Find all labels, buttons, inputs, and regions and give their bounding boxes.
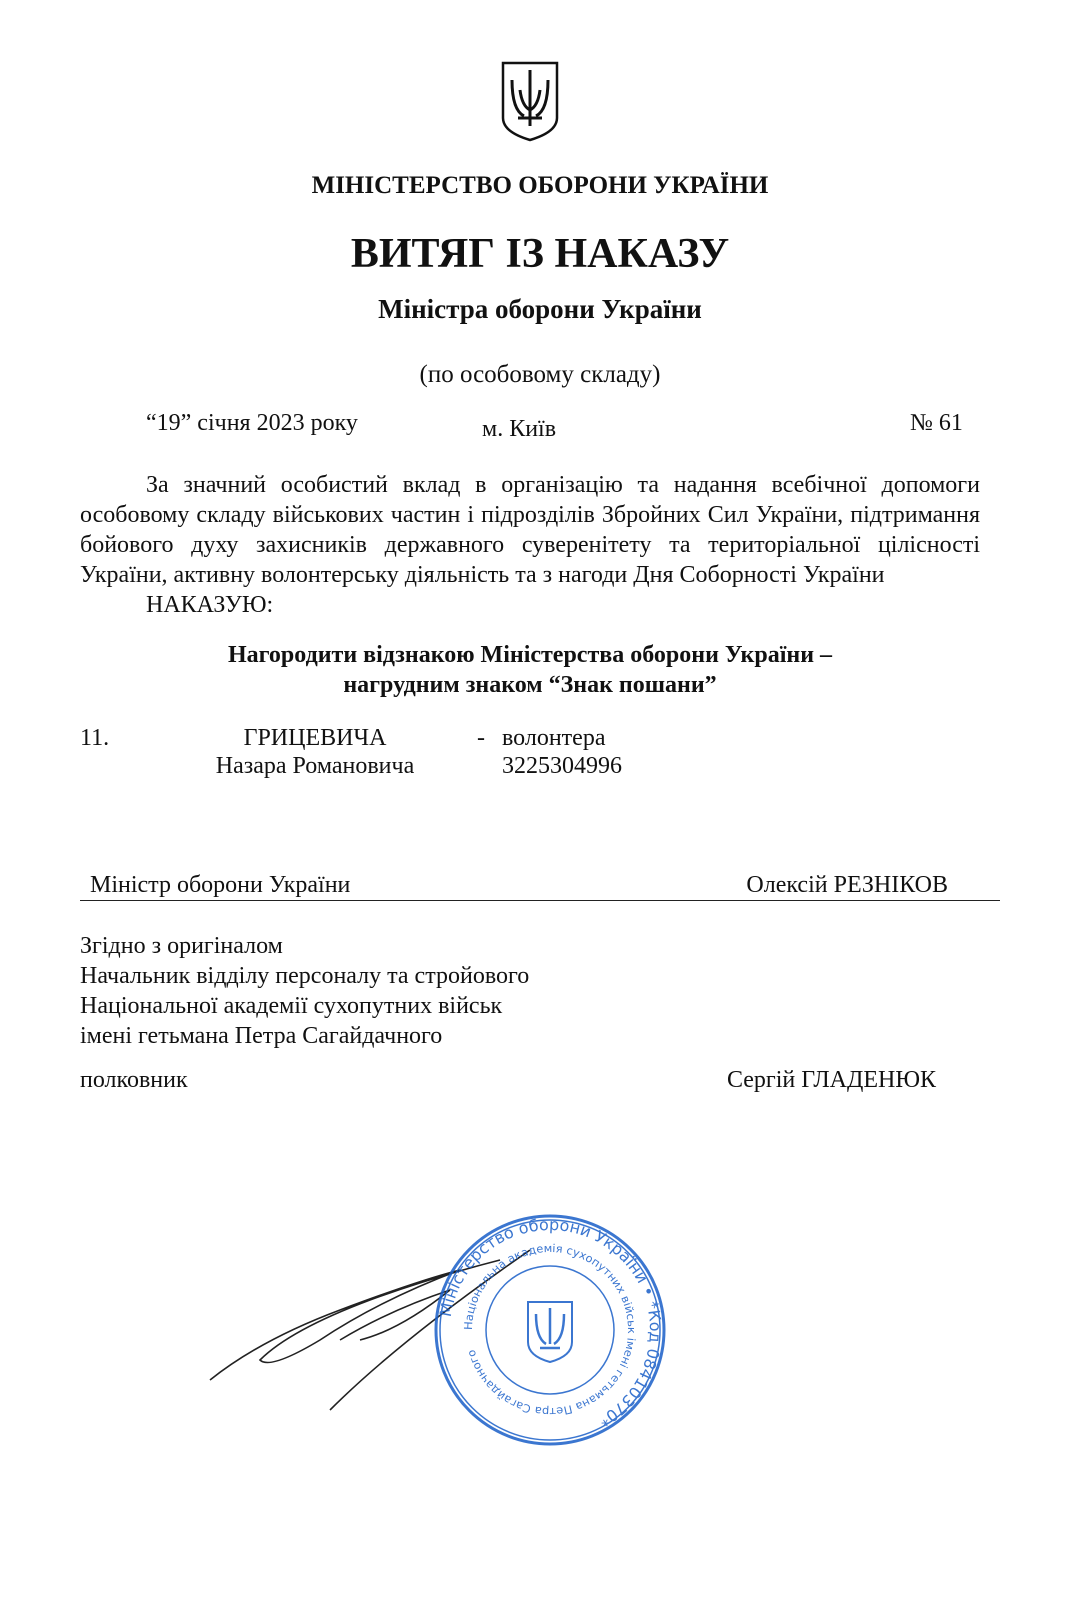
svg-text:Національна академія сухопутни: Національна академія сухопутних військ імені гетьмана Петра Сагайдачного bbox=[461, 1241, 639, 1419]
order-city: м. Київ bbox=[482, 416, 557, 442]
certifier-row bbox=[80, 1065, 980, 1095]
signatory-position: Міністр оборони України bbox=[90, 872, 351, 898]
coat-of-arms-icon bbox=[500, 60, 560, 142]
order-body bbox=[80, 470, 980, 1095]
svg-text:Міністерство оборони України •: Міністерство оборони України • *Код 08410370* bbox=[435, 1214, 666, 1431]
certifier-name: Сергій ГЛАДЕНЮК bbox=[726, 1067, 936, 1093]
entry-role: волонтера bbox=[502, 725, 606, 751]
order-category: (по особовому складу) bbox=[419, 361, 661, 388]
ministry-heading: МІНІСТЕРСТВО ОБОРОНИ УКРАЇНИ bbox=[311, 172, 769, 199]
order-number: № 61 bbox=[910, 410, 963, 436]
document-subtitle: Міністра оборони України bbox=[378, 294, 702, 324]
preamble-text: За значний особистий вклад в організацію та надання всебічної допомоги особовому складу військових частин і підрозділів Збройних Сил України, підтримання бойового духу захисників державного суверенітету та територіальної цілісності України, активну волонтерську діяльність та з нагоди Дня Соборності України bbox=[80, 472, 980, 588]
order-date: “19” січня 2023 року bbox=[146, 410, 358, 436]
signatory-row bbox=[80, 870, 1000, 901]
order-word: НАКАЗУЮ: bbox=[146, 592, 274, 618]
entry-surname: ГРИЦЕВИЧА bbox=[243, 725, 387, 751]
entry-details bbox=[502, 724, 622, 780]
certification-block bbox=[80, 931, 980, 1051]
certification-line-2: Начальник відділу персоналу та стройового bbox=[80, 963, 530, 989]
award-line-2: нагрудним знаком “Знак пошани” bbox=[343, 672, 717, 698]
entry-given-names: Назара Романовича bbox=[215, 753, 415, 779]
certification-line-1: Згідно з оригіналом bbox=[80, 933, 283, 959]
certifier-rank: полковник bbox=[80, 1067, 188, 1093]
award-line-1: Нагородити відзнакою Міністерства оборони України – bbox=[227, 642, 833, 668]
entry-id-code: 3225304996 bbox=[502, 753, 622, 779]
certification-line-3: Національної академії сухопутних військ bbox=[80, 993, 503, 1019]
document-title: ВИТЯГ ІЗ НАКАЗУ bbox=[350, 231, 730, 277]
entry-person bbox=[190, 724, 440, 780]
award-entry bbox=[80, 724, 980, 780]
signatory-name: Олексій РЕЗНІКОВ bbox=[746, 872, 948, 898]
certification-line-4: імені гетьмана Петра Сагайдачного bbox=[80, 1023, 443, 1049]
entry-number: 11. bbox=[80, 725, 110, 751]
entry-dash: - bbox=[477, 725, 485, 751]
official-stamp bbox=[430, 1210, 670, 1450]
